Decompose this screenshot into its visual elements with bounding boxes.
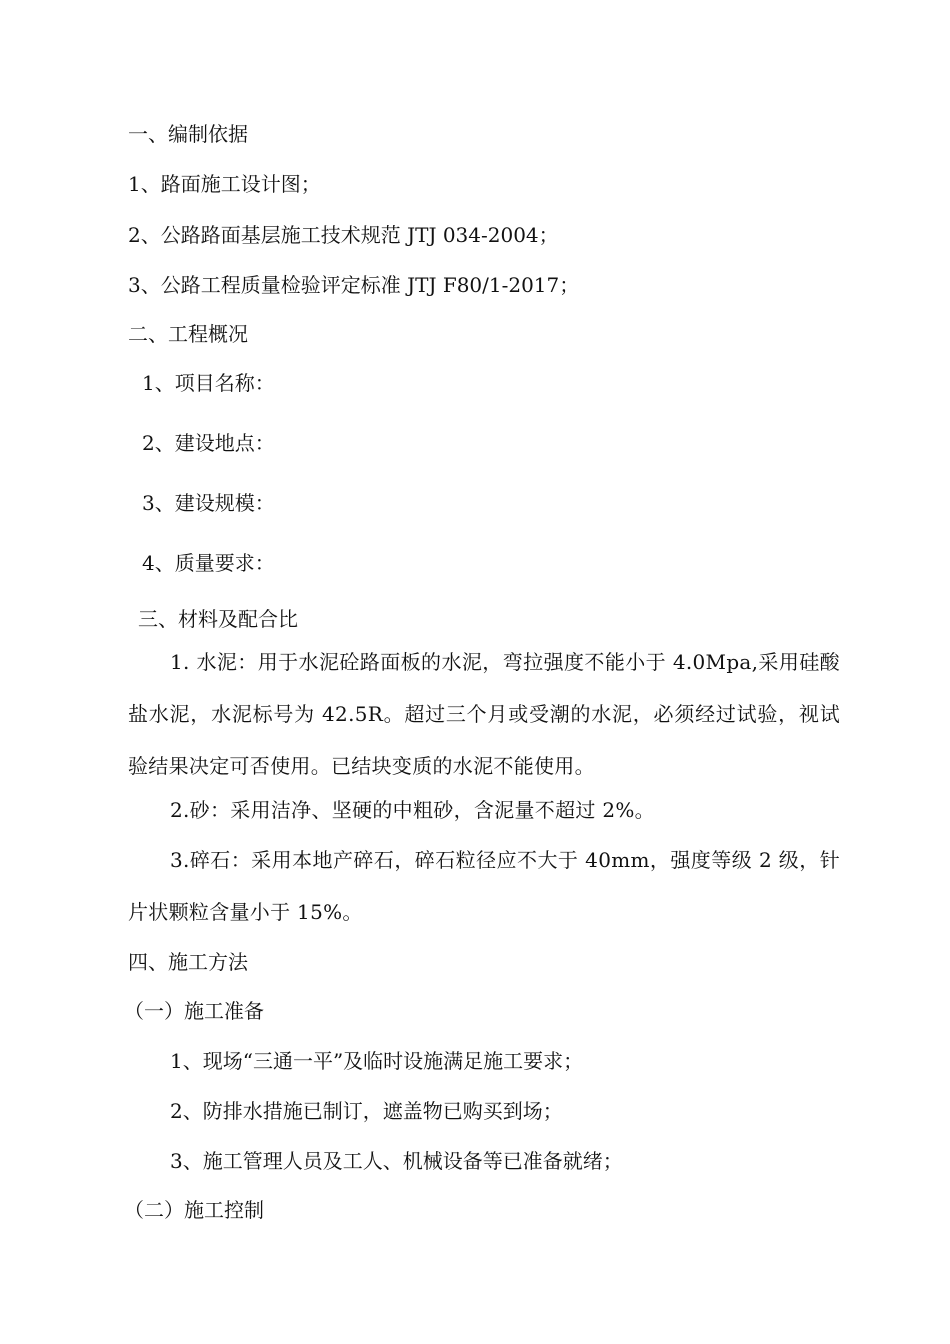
section-3-heading: 三、材料及配合比 [138,607,298,631]
overview-item-2: 2、建设地点： [142,431,275,455]
material-cement-paragraph: 1. 水泥：用于水泥砼路面板的水泥，弯拉强度不能小于 4.0Mpa,采用硅酸盐水泥，水泥标号为 42.5R。超过三个月或受潮的水泥，必须经过试验，视试验结果决定可否使用。已结块变质的水泥不能使用。 [128,650,840,778]
overview-item-4: 4、质量要求： [142,551,275,575]
subsection-1-heading: （一）施工准备 [124,999,264,1023]
basis-item-3: 3、公路工程质量检验评定标准 JTJ F80/1-2017； [128,273,580,297]
section-4-heading: 四、施工方法 [128,950,248,974]
material-gravel-paragraph: 3.碎石：采用本地产碎石，碎石粒径应不大于 40mm，强度等级 2 级，针片状颗粒含量小于 15%。 [128,848,840,924]
subsection-2-heading: （二）施工控制 [124,1198,264,1222]
section-1-heading: 一、编制依据 [128,122,248,146]
basis-item-1: 1、路面施工设计图； [128,172,321,196]
material-sand-paragraph: 2.砂：采用洁净、坚硬的中粗砂，含泥量不超过 2%。 [170,798,655,822]
overview-item-3: 3、建设规模： [142,491,275,515]
prep-item-2: 2、防排水措施已制订，遮盖物已购买到场； [170,1099,563,1123]
prep-item-1: 1、现场“三通一平”及临时设施满足施工要求； [170,1049,584,1073]
prep-item-3: 3、施工管理人员及工人、机械设备等已准备就绪； [170,1149,623,1173]
overview-item-1: 1、项目名称： [142,371,275,395]
section-2-heading: 二、工程概况 [128,322,248,346]
basis-item-2: 2、公路路面基层施工技术规范 JTJ 034-2004； [128,223,559,247]
